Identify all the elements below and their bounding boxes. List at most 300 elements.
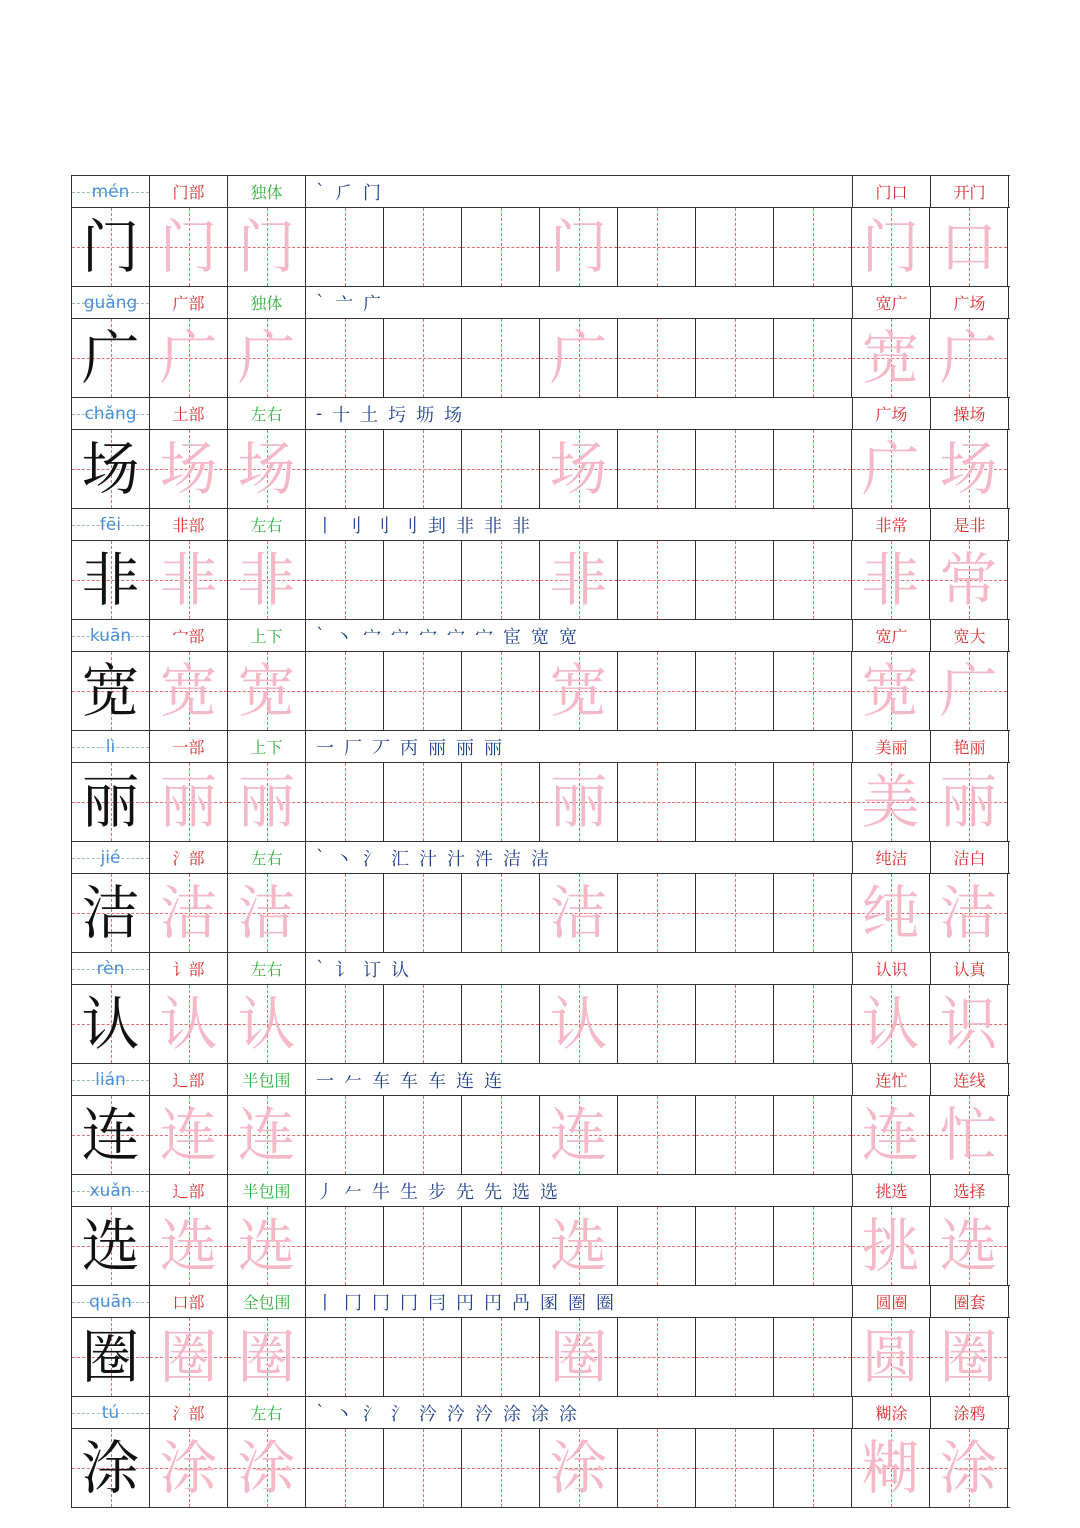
stroke-step: 一 xyxy=(316,737,334,759)
stroke-step: 连 xyxy=(456,1070,474,1092)
character-entry xyxy=(72,287,1010,398)
model-character: 门 xyxy=(81,213,140,281)
trace-character: 选 xyxy=(159,1212,218,1280)
stroke-step: 刂 xyxy=(344,515,362,537)
stroke-step: ` xyxy=(316,625,325,646)
structure-label: 半包围 xyxy=(228,1064,306,1095)
practice-cell[interactable] xyxy=(384,985,462,1063)
trace-word-character: 忙 xyxy=(939,1101,998,1169)
trace-character: 洁 xyxy=(237,879,296,947)
trace-character: 连 xyxy=(237,1101,296,1169)
vocab-word: 是非 xyxy=(931,509,1009,540)
pinyin-text: guǎng xyxy=(83,292,138,313)
radical-label: 氵部 xyxy=(150,1397,228,1428)
character-entry xyxy=(72,398,1010,509)
trace-word-character-cell xyxy=(930,874,1008,952)
practice-cell[interactable] xyxy=(696,985,774,1063)
model-character: 丽 xyxy=(81,768,140,836)
trace-word-character-cell xyxy=(852,1207,930,1285)
practice-cell[interactable] xyxy=(696,1429,774,1507)
pinyin-text: chǎng xyxy=(84,403,137,424)
stroke-step: 订 xyxy=(363,959,381,981)
model-character-cell xyxy=(72,1096,150,1174)
stroke-step: 丽 xyxy=(456,737,474,759)
radical-label: 口部 xyxy=(150,1286,228,1317)
writing-grid xyxy=(72,319,1010,398)
practice-cell[interactable] xyxy=(384,652,462,730)
trace-character: 连 xyxy=(549,1101,608,1169)
trace-character-cell xyxy=(540,1429,618,1507)
practice-cell[interactable] xyxy=(696,541,774,619)
stroke-order xyxy=(306,1286,853,1317)
trace-character: 场 xyxy=(159,435,218,503)
practice-cell[interactable] xyxy=(774,874,852,952)
structure-label: 左右 xyxy=(228,842,306,873)
trace-word-character: 丽 xyxy=(939,768,998,836)
model-character: 洁 xyxy=(81,879,140,947)
pinyin-text: lián xyxy=(95,1069,126,1090)
writing-grid xyxy=(72,208,1010,287)
stroke-order xyxy=(306,953,853,984)
structure-label: 左右 xyxy=(228,953,306,984)
practice-cell[interactable] xyxy=(618,763,696,841)
trace-character: 门 xyxy=(159,213,218,281)
trace-word-character: 场 xyxy=(939,435,998,503)
info-row xyxy=(72,1286,1010,1318)
pinyin-text: lì xyxy=(105,736,116,757)
practice-cell[interactable] xyxy=(696,208,774,286)
vocab-word: 洁白 xyxy=(931,842,1009,873)
info-row xyxy=(72,842,1010,874)
vocab-word: 广场 xyxy=(931,287,1009,318)
trace-word-character-cell xyxy=(852,319,930,397)
info-row xyxy=(72,1397,1010,1429)
stroke-step: 车 xyxy=(400,1070,418,1092)
model-character: 选 xyxy=(81,1212,140,1280)
practice-cell[interactable] xyxy=(384,208,462,286)
writing-grid xyxy=(72,1096,1010,1175)
vocab-word: 操场 xyxy=(931,398,1009,429)
trace-word-character-cell xyxy=(930,1429,1008,1507)
trace-word-character-cell xyxy=(930,763,1008,841)
practice-cell[interactable] xyxy=(306,541,384,619)
trace-character: 选 xyxy=(237,1212,296,1280)
stroke-step: 非 xyxy=(512,515,530,537)
info-row xyxy=(72,176,1010,208)
trace-word-character: 糊 xyxy=(861,1434,920,1502)
practice-cell[interactable] xyxy=(618,1318,696,1396)
trace-character: 门 xyxy=(549,213,608,281)
trace-word-character: 纯 xyxy=(861,879,920,947)
structure-label: 独体 xyxy=(228,176,306,207)
stroke-step: 汵 xyxy=(475,1403,493,1425)
radical-label: 讠部 xyxy=(150,953,228,984)
trace-character: 宽 xyxy=(237,657,296,725)
vocab-word: 圈套 xyxy=(931,1286,1009,1317)
practice-cell[interactable] xyxy=(384,1207,462,1285)
practice-cell[interactable] xyxy=(774,541,852,619)
trace-word-character: 广 xyxy=(939,324,998,392)
character-entry xyxy=(72,953,1010,1064)
stroke-step: ` xyxy=(316,847,325,868)
radical-label: 氵部 xyxy=(150,842,228,873)
pinyin-cell xyxy=(72,398,150,429)
practice-cell[interactable] xyxy=(774,208,852,286)
practice-cell[interactable] xyxy=(696,763,774,841)
stroke-order xyxy=(306,287,853,318)
practice-cell[interactable] xyxy=(774,1207,852,1285)
stroke-step: 门 xyxy=(363,182,381,204)
pinyin-cell xyxy=(72,1175,150,1206)
stroke-step: 冂 xyxy=(344,1292,362,1314)
stroke-step: 宽 xyxy=(531,626,549,648)
radical-label: 宀部 xyxy=(150,620,228,651)
character-entry xyxy=(72,509,1010,620)
stroke-step: 生 xyxy=(400,1181,418,1203)
stroke-order xyxy=(306,176,853,207)
practice-cell[interactable] xyxy=(696,1318,774,1396)
practice-cell[interactable] xyxy=(384,763,462,841)
trace-character: 洁 xyxy=(549,879,608,947)
model-character-cell xyxy=(72,1429,150,1507)
practice-cell[interactable] xyxy=(306,652,384,730)
trace-word-character-cell xyxy=(930,541,1008,619)
stroke-step: 圂 xyxy=(540,1292,558,1314)
trace-character-cell xyxy=(228,652,306,730)
practice-cell[interactable] xyxy=(618,1207,696,1285)
info-row xyxy=(72,953,1010,985)
stroke-step: 汇 xyxy=(391,848,409,870)
stroke-order xyxy=(306,1397,853,1428)
practice-cell[interactable] xyxy=(306,1096,384,1174)
radical-label: 辶部 xyxy=(150,1175,228,1206)
trace-word-character-cell xyxy=(852,208,930,286)
practice-cell[interactable] xyxy=(774,1318,852,1396)
stroke-order xyxy=(306,1175,853,1206)
trace-character: 宽 xyxy=(549,657,608,725)
pinyin-text: rèn xyxy=(96,958,125,979)
trace-character-cell xyxy=(540,763,618,841)
trace-word-character: 认 xyxy=(861,990,920,1058)
stroke-step: 丽 xyxy=(428,737,446,759)
trace-character-cell xyxy=(150,1429,228,1507)
model-character-cell xyxy=(72,874,150,952)
practice-cell[interactable] xyxy=(696,430,774,508)
stroke-step: 圏 xyxy=(568,1292,586,1314)
stroke-step: 汁 xyxy=(419,848,437,870)
trace-character-cell xyxy=(228,1207,306,1285)
stroke-step: 丨 xyxy=(316,515,334,537)
practice-cell[interactable] xyxy=(462,1096,540,1174)
stroke-step: 厂 xyxy=(344,737,362,759)
practice-cell[interactable] xyxy=(618,541,696,619)
trace-word-character: 广 xyxy=(861,435,920,503)
trace-character-cell xyxy=(150,319,228,397)
trace-word-character: 洁 xyxy=(939,879,998,947)
radical-label: 土部 xyxy=(150,398,228,429)
trace-word-character: 广 xyxy=(939,657,998,725)
trace-character-cell xyxy=(540,319,618,397)
radical-label: 非部 xyxy=(150,509,228,540)
info-row xyxy=(72,731,1010,763)
stroke-step: 丙 xyxy=(400,737,418,759)
practice-cell[interactable] xyxy=(306,1318,384,1396)
trace-character-cell xyxy=(540,652,618,730)
radical-label: 一部 xyxy=(150,731,228,762)
practice-cell[interactable] xyxy=(306,985,384,1063)
pinyin-text: jié xyxy=(100,847,121,868)
structure-label: 左右 xyxy=(228,509,306,540)
trace-word-character: 选 xyxy=(939,1212,998,1280)
structure-label: 左右 xyxy=(228,398,306,429)
pinyin-cell xyxy=(72,842,150,873)
practice-cell[interactable] xyxy=(306,763,384,841)
practice-cell[interactable] xyxy=(774,1096,852,1174)
vocab-word: 糊涂 xyxy=(853,1397,931,1428)
stroke-step: 先 xyxy=(456,1181,474,1203)
practice-cell[interactable] xyxy=(618,1429,696,1507)
pinyin-cell xyxy=(72,287,150,318)
practice-cell[interactable] xyxy=(306,208,384,286)
stroke-step: 非 xyxy=(456,515,474,537)
stroke-step: - xyxy=(316,403,323,424)
character-entry xyxy=(72,1064,1010,1175)
writing-grid xyxy=(72,1429,1010,1508)
practice-cell[interactable] xyxy=(774,763,852,841)
practice-cell[interactable] xyxy=(618,874,696,952)
practice-cell[interactable] xyxy=(306,1429,384,1507)
practice-cell[interactable] xyxy=(306,430,384,508)
stroke-step: 土 xyxy=(360,404,379,426)
trace-character: 圈 xyxy=(237,1323,296,1391)
trace-word-character: 门 xyxy=(861,213,920,281)
trace-word-character-cell xyxy=(852,763,930,841)
trace-character-cell xyxy=(228,1429,306,1507)
pinyin-cell xyxy=(72,176,150,207)
structure-label: 左右 xyxy=(228,1397,306,1428)
stroke-step: 宀 xyxy=(419,626,437,648)
trace-word-character-cell xyxy=(930,430,1008,508)
practice-cell[interactable] xyxy=(774,430,852,508)
practice-cell[interactable] xyxy=(384,541,462,619)
trace-word-character-cell xyxy=(852,1429,930,1507)
pinyin-cell xyxy=(72,731,150,762)
info-row xyxy=(72,509,1010,541)
vocab-word: 美丽 xyxy=(853,731,931,762)
trace-character-cell xyxy=(150,541,228,619)
trace-word-character-cell xyxy=(930,1207,1008,1285)
practice-cell[interactable] xyxy=(774,652,852,730)
pinyin-cell xyxy=(72,509,150,540)
stroke-step: 选 xyxy=(512,1181,530,1203)
trace-character: 广 xyxy=(159,324,218,392)
trace-character-cell xyxy=(228,874,306,952)
practice-cell[interactable] xyxy=(306,874,384,952)
trace-word-character-cell xyxy=(930,208,1008,286)
writing-grid xyxy=(72,652,1010,731)
structure-label: 上下 xyxy=(228,620,306,651)
stroke-step: 牛 xyxy=(372,1181,390,1203)
stroke-step: 宦 xyxy=(503,626,521,648)
stroke-step: ` xyxy=(316,958,325,979)
stroke-step: 円 xyxy=(484,1292,502,1314)
practice-cell[interactable] xyxy=(696,874,774,952)
practice-cell[interactable] xyxy=(462,1318,540,1396)
stroke-step: 汵 xyxy=(419,1403,437,1425)
info-row xyxy=(72,287,1010,319)
practice-cell[interactable] xyxy=(384,1318,462,1396)
stroke-step: 冃 xyxy=(428,1292,446,1314)
writing-grid xyxy=(72,541,1010,620)
practice-cell[interactable] xyxy=(462,319,540,397)
practice-cell[interactable] xyxy=(462,430,540,508)
stroke-step: 步 xyxy=(428,1181,446,1203)
radical-label: 门部 xyxy=(150,176,228,207)
stroke-step: 圈 xyxy=(596,1292,614,1314)
trace-character: 涂 xyxy=(159,1434,218,1502)
trace-character: 广 xyxy=(237,324,296,392)
stroke-step: 连 xyxy=(484,1070,502,1092)
practice-cell[interactable] xyxy=(774,319,852,397)
stroke-step: ` xyxy=(316,1402,325,1423)
practice-cell[interactable] xyxy=(774,985,852,1063)
trace-character: 涂 xyxy=(237,1434,296,1502)
vocab-word: 认真 xyxy=(931,953,1009,984)
trace-character-cell xyxy=(228,208,306,286)
trace-character-cell xyxy=(228,985,306,1063)
stroke-step: 认 xyxy=(391,959,409,981)
stroke-step: 刲 xyxy=(428,515,446,537)
practice-cell[interactable] xyxy=(618,652,696,730)
stroke-step: 宀 xyxy=(363,626,381,648)
practice-cell[interactable] xyxy=(618,319,696,397)
practice-cell[interactable] xyxy=(462,1207,540,1285)
stroke-step: 十 xyxy=(332,404,351,426)
vocab-word: 挑选 xyxy=(853,1175,931,1206)
trace-word-character: 宽 xyxy=(861,324,920,392)
stroke-step: 氵 xyxy=(363,848,381,870)
practice-cell[interactable] xyxy=(696,1207,774,1285)
pinyin-text: kuān xyxy=(89,625,132,646)
model-character-cell xyxy=(72,208,150,286)
practice-cell[interactable] xyxy=(462,652,540,730)
writing-grid xyxy=(72,874,1010,953)
model-character-cell xyxy=(72,1318,150,1396)
pinyin-cell xyxy=(72,1397,150,1428)
trace-character-cell xyxy=(228,541,306,619)
stroke-step: 宀 xyxy=(391,626,409,648)
practice-cell[interactable] xyxy=(696,652,774,730)
practice-cell[interactable] xyxy=(696,1096,774,1174)
practice-cell[interactable] xyxy=(306,1207,384,1285)
trace-word-character: 圈 xyxy=(939,1323,998,1391)
trace-character: 广 xyxy=(549,324,608,392)
stroke-step: 选 xyxy=(540,1181,558,1203)
practice-cell[interactable] xyxy=(618,985,696,1063)
model-character-cell xyxy=(72,763,150,841)
writing-grid xyxy=(72,985,1010,1064)
stroke-step: 坜 xyxy=(416,404,435,426)
structure-label: 全包围 xyxy=(228,1286,306,1317)
character-entry xyxy=(72,176,1010,287)
trace-word-character: 连 xyxy=(861,1101,920,1169)
stroke-step: 刂 xyxy=(372,515,390,537)
character-entry xyxy=(72,1286,1010,1397)
trace-character-cell xyxy=(150,208,228,286)
stroke-step: 涂 xyxy=(559,1403,577,1425)
practice-cell[interactable] xyxy=(306,319,384,397)
practice-cell[interactable] xyxy=(384,1096,462,1174)
trace-word-character-cell xyxy=(930,319,1008,397)
vocab-word: 艳丽 xyxy=(931,731,1009,762)
stroke-step: 丆 xyxy=(372,737,390,759)
practice-sheet xyxy=(71,175,1010,1508)
practice-cell[interactable] xyxy=(462,208,540,286)
trace-character-cell xyxy=(228,1096,306,1174)
trace-character: 场 xyxy=(549,435,608,503)
trace-character: 涂 xyxy=(549,1434,608,1502)
trace-character-cell xyxy=(150,985,228,1063)
trace-character: 丽 xyxy=(237,768,296,836)
stroke-step: 𠂉 xyxy=(344,1181,362,1203)
pinyin-cell xyxy=(72,953,150,984)
practice-cell[interactable] xyxy=(384,1429,462,1507)
practice-cell[interactable] xyxy=(462,763,540,841)
trace-word-character-cell xyxy=(852,652,930,730)
stroke-step: 广 xyxy=(363,293,381,315)
trace-word-character-cell xyxy=(852,1096,930,1174)
practice-cell[interactable] xyxy=(384,874,462,952)
pinyin-cell xyxy=(72,1286,150,1317)
stroke-step: 丶 xyxy=(335,848,353,870)
model-character: 认 xyxy=(81,990,140,1058)
practice-cell[interactable] xyxy=(462,985,540,1063)
practice-cell[interactable] xyxy=(618,430,696,508)
trace-character: 圈 xyxy=(549,1323,608,1391)
trace-character-cell xyxy=(540,1207,618,1285)
vocab-word: 选择 xyxy=(931,1175,1009,1206)
practice-cell[interactable] xyxy=(462,541,540,619)
practice-cell[interactable] xyxy=(618,1096,696,1174)
character-entry xyxy=(72,620,1010,731)
trace-character-cell xyxy=(150,1096,228,1174)
trace-character: 非 xyxy=(159,546,218,614)
trace-character-cell xyxy=(150,874,228,952)
pinyin-text: xuǎn xyxy=(89,1180,132,1201)
trace-character-cell xyxy=(228,319,306,397)
pinyin-text: mén xyxy=(91,181,130,202)
practice-cell[interactable] xyxy=(696,319,774,397)
stroke-step: 非 xyxy=(484,515,502,537)
practice-cell[interactable] xyxy=(462,1429,540,1507)
practice-cell[interactable] xyxy=(384,430,462,508)
practice-cell[interactable] xyxy=(618,208,696,286)
stroke-step: 円 xyxy=(456,1292,474,1314)
trace-word-character-cell xyxy=(852,541,930,619)
practice-cell[interactable] xyxy=(384,319,462,397)
trace-word-character: 挑 xyxy=(861,1212,920,1280)
trace-character: 非 xyxy=(237,546,296,614)
stroke-order xyxy=(306,620,853,651)
vocab-word: 宽广 xyxy=(853,287,931,318)
radical-label: 辶部 xyxy=(150,1064,228,1095)
practice-cell[interactable] xyxy=(774,1429,852,1507)
trace-character-cell xyxy=(540,985,618,1063)
stroke-order xyxy=(306,509,853,540)
model-character-cell xyxy=(72,652,150,730)
trace-character-cell xyxy=(150,763,228,841)
practice-cell[interactable] xyxy=(462,874,540,952)
